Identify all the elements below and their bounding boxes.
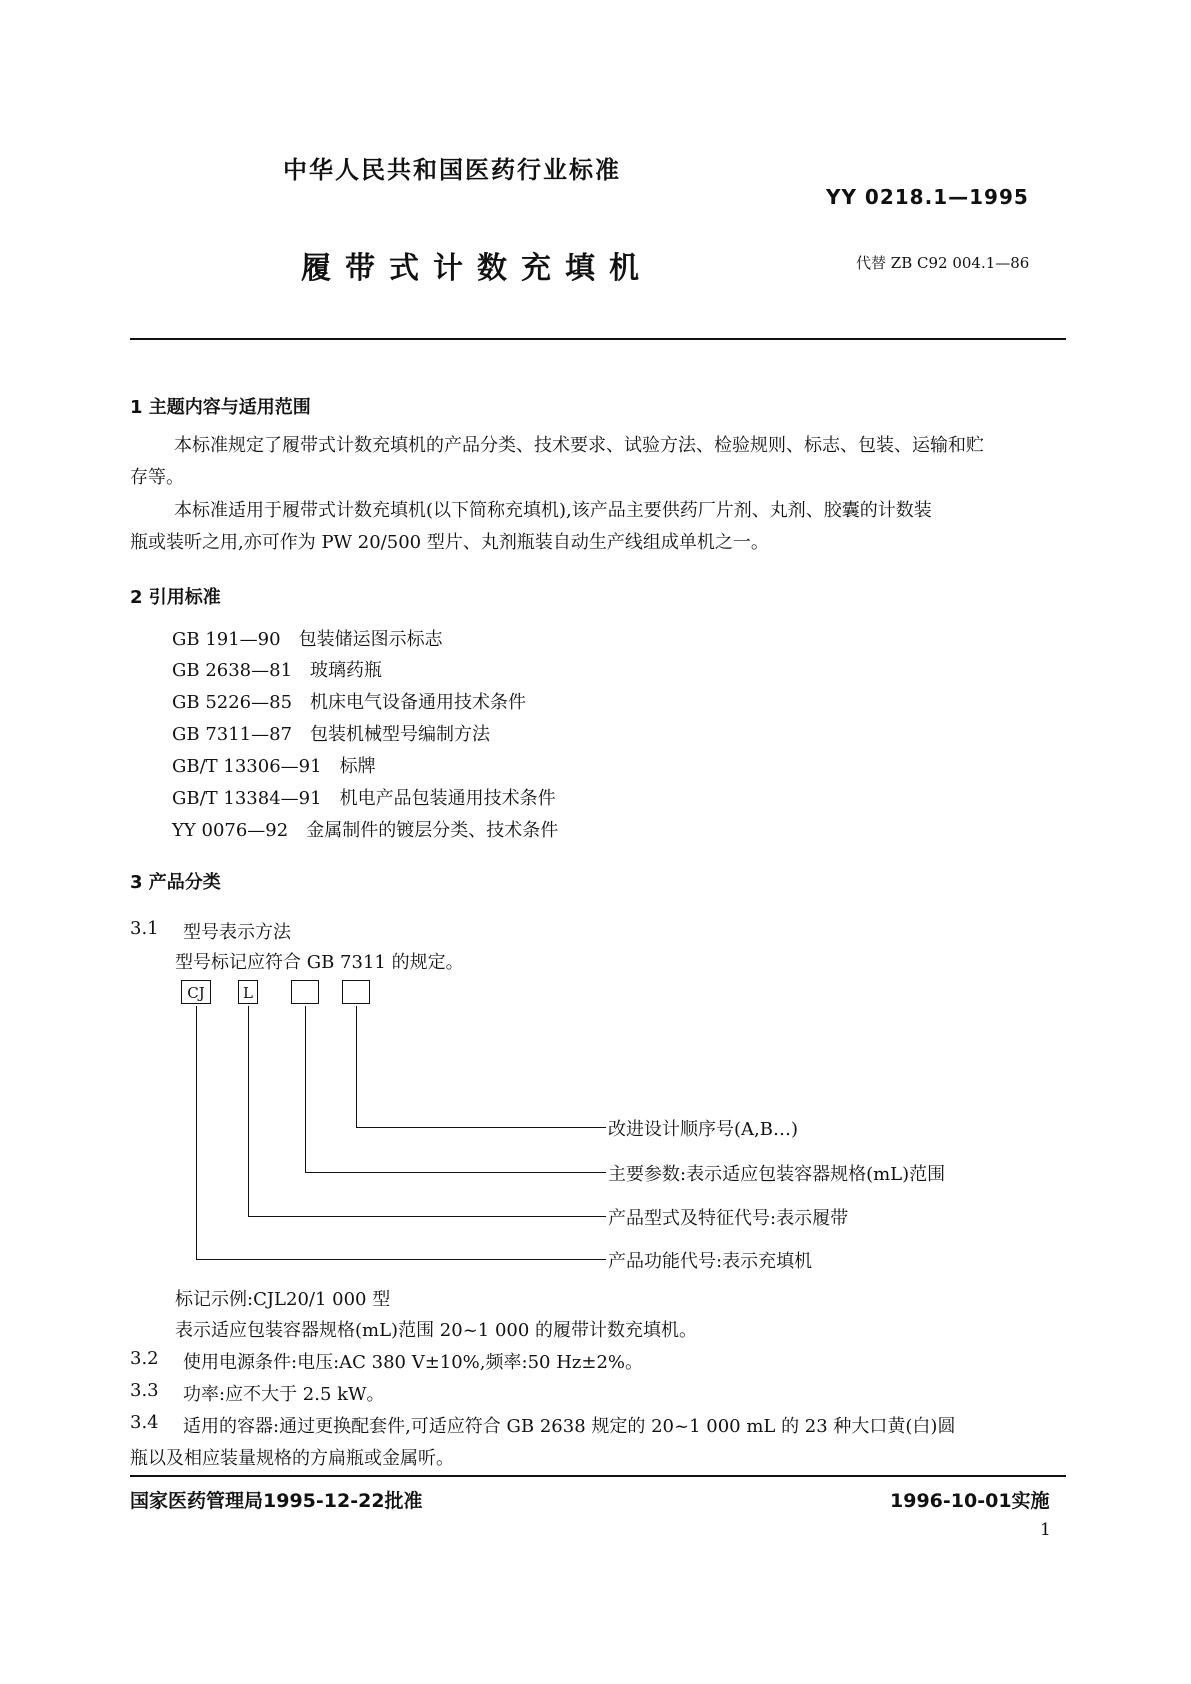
reference-title: 金属制件的镀层分类、技术条件 (306, 820, 559, 841)
diagram-hline-2 (248, 1216, 606, 1217)
section2-heading: 2 引用标准 (130, 587, 221, 608)
standard-code: YY 0218.1—1995 (826, 185, 1029, 209)
diagram-label-parameter: 主要参数:表示适应包装容器规格(mL)范围 (608, 1164, 946, 1185)
section1-para2-line1: 本标准适用于履带式计数充填机(以下简称充填机),该产品主要供药厂片剂、丸剂、胶囊的计数装 (174, 500, 932, 521)
diagram-leader-1 (196, 1006, 197, 1259)
reference-title: 玻璃药瓶 (310, 660, 383, 681)
reference-title: 标牌 (339, 756, 376, 777)
model-box-empty-1 (291, 980, 319, 1004)
section-3-1-title: 型号表示方法 (183, 922, 291, 943)
section1-heading: 1 主题内容与适用范围 (130, 397, 311, 418)
section-3-2-text: 使用电源条件:电压:AC 380 V±10%,频率:50 Hz±2%。 (183, 1352, 644, 1373)
section-3-4-line2: 瓶以及相应装量规格的方扁瓶或金属听。 (130, 1448, 454, 1469)
section1-para2-line2: 瓶或装听之用,亦可作为 PW 20/500 型片、丸剂瓶装自动生产线组成单机之一。 (130, 532, 769, 553)
section-3-3-text: 功率:应不大于 2.5 kW。 (183, 1384, 385, 1405)
replaces-note: 代替 ZB C92 004.1—86 (856, 254, 1030, 272)
reference-title: 机床电气设备通用技术条件 (310, 692, 527, 713)
model-box-cj: CJ (181, 980, 211, 1004)
approval-line: 国家医药管理局1995-12-22批准 (130, 1490, 423, 1512)
document-title: 履带式计数充填机 (301, 251, 653, 286)
diagram-hline-3 (305, 1172, 606, 1173)
section-3-4-number: 3.4 (130, 1412, 159, 1433)
reference-code: GB 7311—87 (172, 724, 293, 745)
reference-code: GB/T 13306—91 (172, 756, 322, 777)
section1-para1-line1: 本标准规定了履带式计数充填机的产品分类、技术要求、试验方法、检验规则、标志、包装、运输和贮 (174, 435, 984, 456)
effective-date: 1996-10-01实施 (890, 1490, 1050, 1512)
diagram-leader-3 (305, 1006, 306, 1172)
reference-code: GB/T 13384—91 (172, 788, 322, 809)
section-3-4-line1: 适用的容器:通过更换配套件,可适应符合 GB 2638 规定的 20~1 000 mL 的 23 种大口黄(白)圆 (183, 1416, 956, 1437)
section1-para1-line2: 存等。 (130, 467, 184, 488)
reference-code: GB 191—90 (172, 629, 281, 650)
header-rule (130, 338, 1066, 340)
diagram-hline-4 (356, 1127, 606, 1128)
reference-code: YY 0076—92 (172, 820, 289, 841)
reference-row (172, 818, 558, 844)
section-3-1-text: 型号标记应符合 GB 7311 的规定。 (175, 952, 464, 973)
section3-heading: 3 产品分类 (130, 872, 221, 893)
model-box-empty-2 (342, 980, 370, 1004)
org-title: 中华人民共和国医药行业标准 (283, 156, 621, 184)
model-box-l: L (238, 980, 258, 1004)
section1-para1 (130, 430, 1080, 494)
diagram-label-type: 产品型式及特征代号:表示履带 (608, 1208, 849, 1229)
reference-row (172, 754, 376, 780)
diagram-hline-1 (196, 1259, 606, 1260)
footer-rule (130, 1475, 1066, 1477)
marking-example: 标记示例:CJL20/1 000 型 (175, 1289, 391, 1310)
reference-row (172, 690, 526, 716)
reference-row (172, 658, 382, 684)
section-3-2-number: 3.2 (130, 1348, 159, 1369)
section-3-1-number: 3.1 (130, 918, 159, 939)
reference-row (172, 627, 443, 653)
diagram-label-function: 产品功能代号:表示充填机 (608, 1251, 813, 1272)
reference-title: 包装机械型号编制方法 (310, 724, 491, 745)
reference-title: 包装储运图示标志 (298, 629, 443, 650)
diagram-label-revision: 改进设计顺序号(A,B…) (608, 1119, 798, 1140)
page-number: 1 (1040, 1520, 1051, 1540)
section1-para2 (130, 495, 1080, 559)
diagram-leader-4 (356, 1006, 357, 1127)
diagram-leader-2 (248, 1006, 249, 1216)
reference-row (172, 722, 490, 748)
reference-code: GB 2638—81 (172, 660, 293, 681)
reference-title: 机电产品包装通用技术条件 (339, 788, 556, 809)
reference-code: GB 5226—85 (172, 692, 293, 713)
marking-example-description: 表示适应包装容器规格(mL)范围 20~1 000 的履带计数充填机。 (175, 1320, 698, 1341)
section-3-3-number: 3.3 (130, 1380, 159, 1401)
reference-row (172, 786, 556, 812)
